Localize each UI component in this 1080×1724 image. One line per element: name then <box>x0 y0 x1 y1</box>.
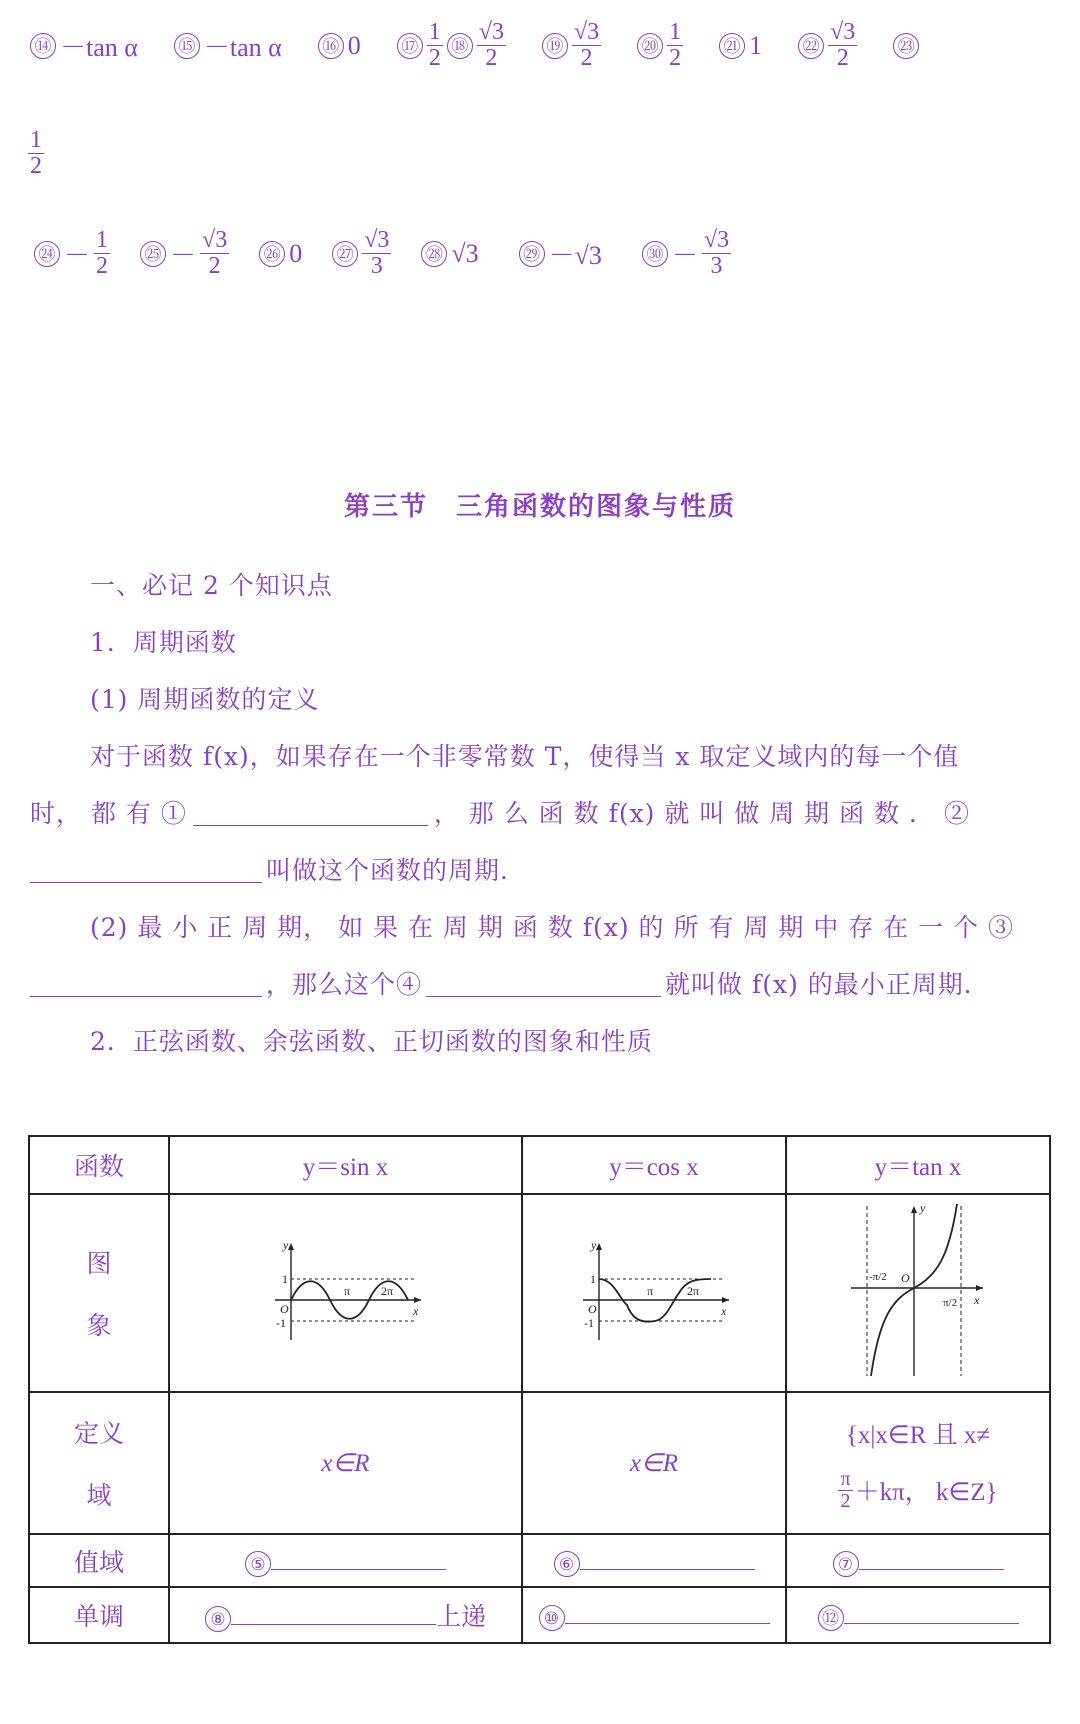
blank-number: ⑫ <box>818 1605 844 1631</box>
answer-fraction <box>702 228 731 279</box>
table-row-header <box>29 1136 1050 1194</box>
frac-num: π <box>840 1467 851 1490</box>
row-range-label: 值域 <box>29 1534 169 1587</box>
label-line: 域 <box>86 1481 112 1510</box>
tick-label-neg-one: -1 <box>584 1316 594 1330</box>
answer-25 <box>140 228 229 279</box>
frac-den: 2 <box>485 45 498 72</box>
answer-number: ㉑ <box>719 33 745 59</box>
answer-18 <box>447 20 506 71</box>
mono-sin <box>169 1587 522 1643</box>
header-cos: y＝cos x <box>522 1136 786 1194</box>
answer-row-2 <box>34 228 731 279</box>
blank-number: ⑩ <box>539 1605 565 1631</box>
frac-den: 2 <box>836 45 849 72</box>
answer-number: ㉓ <box>893 33 919 59</box>
axis-label-x: x <box>412 1304 418 1318</box>
domain-tan-line2: ＋kπ， k∈Z} <box>854 1479 998 1506</box>
definition-text-part: 叫做这个函数的周期． <box>266 856 527 885</box>
answer-row-1 <box>30 20 919 71</box>
answer-number: ⑲ <box>542 33 568 59</box>
min-period-text-line1: (2) 最 小 正 周 期， 如 果 在 周 期 函 数 f(x) 的 所 有 周 期 中 存 在 一 个 ③ <box>90 913 1014 942</box>
definition-text-part: ， 那 么 函 数 f(x) 就 叫 做 周 期 函 数 ． ② <box>433 799 970 828</box>
tan-graph <box>843 1200 993 1380</box>
definition-text-part: 时， 都 有 ① <box>30 799 187 828</box>
answer-sign: － <box>64 241 91 271</box>
domain-tan-line1: {x|x∈R 且 x≠ <box>845 1421 991 1449</box>
heading-trig-graphs: 2．正弦函数、余弦函数、正切函数的图象和性质 <box>90 1027 653 1056</box>
label-line: 图 <box>86 1249 112 1278</box>
answer-23 <box>893 33 919 59</box>
answer-fraction <box>667 20 683 71</box>
answer-number: ⑳ <box>637 33 663 59</box>
tick-label-two-pi: 2π <box>687 1284 700 1298</box>
tick-label-pi: π <box>343 1284 350 1298</box>
min-period-text-part: ，那么这个④ <box>266 970 423 999</box>
domain-tan <box>786 1392 1050 1534</box>
sin-graph <box>261 1235 431 1345</box>
answer-number: ㉘ <box>421 241 447 267</box>
cos-graph <box>569 1235 739 1345</box>
tick-label-neg-pi-over-2: -π/2 <box>869 1271 887 1283</box>
tick-label-pi: π <box>647 1284 654 1298</box>
tick-label-two-pi: 2π <box>380 1284 393 1298</box>
frac-num: 1 <box>30 127 42 153</box>
domain-cos: x∈R <box>522 1392 786 1534</box>
frac-num: √3 <box>478 19 504 45</box>
frac-num: 1 <box>428 19 441 45</box>
frac-num: 1 <box>96 227 109 253</box>
answer-value: 0 <box>289 238 303 268</box>
min-period-text-part: 就叫做 f(x) 的最小正周期． <box>665 970 990 999</box>
answer-number: ㉖ <box>259 241 285 267</box>
frac-num: √3 <box>364 227 390 253</box>
answer-28 <box>421 239 478 269</box>
axis-label-y: y <box>282 1238 288 1252</box>
blank-8[interactable] <box>231 1600 436 1625</box>
origin-label: O <box>279 1302 289 1316</box>
answer-sign: － <box>671 241 698 271</box>
range-cos <box>522 1534 786 1587</box>
answer-value: －√3 <box>548 241 602 271</box>
frac-den: 2 <box>208 253 221 280</box>
range-tan <box>786 1534 1050 1587</box>
axis-label-x: x <box>974 1293 980 1307</box>
mono-sin-suffix: 上递 <box>435 1602 486 1631</box>
frac-num: √3 <box>703 227 730 253</box>
answer-value: －tan α <box>60 33 138 63</box>
blank-number: ⑧ <box>205 1606 231 1632</box>
frac-num: 1 <box>669 19 682 45</box>
header-tan: y＝tan x <box>786 1136 1050 1194</box>
definition-text-line2 <box>30 794 1050 830</box>
header-sin: y＝sin x <box>169 1136 522 1194</box>
tick-label-pi-over-2: π/2 <box>943 1297 958 1309</box>
origin-label: O <box>901 1271 910 1285</box>
frac-den: 2 <box>580 45 593 72</box>
blank-number: ⑥ <box>554 1551 580 1577</box>
axis-label-y: y <box>591 1238 597 1252</box>
answer-number: ㉕ <box>140 241 166 267</box>
blank-5[interactable] <box>271 1545 446 1570</box>
frac-num: √3 <box>573 19 600 45</box>
answer-value: √3 <box>451 238 479 268</box>
tick-label-one: 1 <box>281 1272 288 1286</box>
answer-number: ⑯ <box>318 33 344 59</box>
answer-value: 1 <box>749 30 763 60</box>
answer-19 <box>542 20 601 71</box>
tan-graph-cell <box>786 1194 1050 1392</box>
answer-30 <box>642 228 731 279</box>
answer-22 <box>798 20 857 71</box>
blank-6[interactable] <box>580 1545 755 1570</box>
label-line: 象 <box>86 1311 112 1340</box>
tick-label-neg-one: -1 <box>275 1316 286 1330</box>
frac-den: 2 <box>840 1489 851 1512</box>
answer-fraction <box>828 20 857 71</box>
answer-number: ㉔ <box>34 241 60 267</box>
answer-26 <box>259 239 302 269</box>
answer-fraction <box>427 20 443 71</box>
answer-16 <box>318 31 361 61</box>
cos-graph-cell <box>522 1194 786 1392</box>
blank-7[interactable] <box>859 1545 1004 1570</box>
mono-cos <box>522 1587 786 1643</box>
blank-4[interactable] <box>426 970 661 997</box>
tick-label-one: 1 <box>590 1272 596 1286</box>
sin-graph-cell <box>169 1194 522 1392</box>
table-row-domain <box>29 1392 1050 1534</box>
frac-den: 2 <box>30 153 42 180</box>
definition-text-line3 <box>30 851 526 887</box>
blank-1[interactable] <box>193 799 428 826</box>
answer-20 <box>637 20 683 71</box>
axis-label-x: x <box>721 1304 727 1318</box>
domain-sin: x∈R <box>169 1392 522 1534</box>
mono-tan <box>786 1587 1050 1643</box>
answer-27 <box>332 228 391 279</box>
answer-23-value <box>28 128 44 179</box>
trig-properties-table <box>28 1135 1051 1644</box>
answer-number: ㉙ <box>519 241 545 267</box>
frac-den: 2 <box>428 45 441 72</box>
answer-value: 0 <box>347 30 361 60</box>
answer-fraction <box>477 20 506 71</box>
answer-fraction <box>200 228 229 279</box>
label-line: 定义 <box>73 1419 124 1448</box>
heading-key-points: 一、必记 2 个知识点 <box>90 571 333 600</box>
min-period-text-line2 <box>30 965 990 1001</box>
col-function-label: 函数 <box>29 1136 169 1194</box>
answer-sign: － <box>170 241 197 271</box>
blank-number: ⑤ <box>245 1551 271 1577</box>
answer-value: －tan α <box>203 33 282 63</box>
blank-2[interactable] <box>30 856 262 883</box>
definition-text-line1: 对于函数 f(x)，如果存在一个非零常数 T，使得当 x 取定义域内的每一个值 <box>90 742 960 771</box>
answer-number: ⑰ <box>397 33 423 59</box>
range-sin <box>169 1534 522 1587</box>
answer-17 <box>397 20 443 71</box>
domain-tan-fraction <box>838 1469 852 1512</box>
blank-3[interactable] <box>30 970 262 997</box>
frac-den: 3 <box>370 253 383 280</box>
axis-label-y: y <box>920 1201 926 1215</box>
section-title: 第三节 三角函数的图象与性质 <box>343 492 736 522</box>
answer-number: ⑭ <box>30 33 56 59</box>
answer-number: ㉗ <box>332 241 358 267</box>
answer-fraction <box>362 228 391 279</box>
frac-den: 3 <box>710 253 723 280</box>
answer-21 <box>719 31 762 61</box>
origin-label: O <box>588 1302 597 1316</box>
answer-fraction <box>572 20 601 71</box>
table-row-monotonic <box>29 1587 1050 1643</box>
frac-num: √3 <box>830 19 856 45</box>
answer-number: ㉒ <box>798 33 824 59</box>
answer-29 <box>519 235 602 272</box>
answer-number: ⑱ <box>447 33 473 59</box>
answer-15 <box>174 27 282 64</box>
answer-14 <box>30 27 138 64</box>
frac-den: 2 <box>669 45 682 72</box>
answer-number: ⑮ <box>174 33 200 59</box>
domain-tan-line2-wrap <box>787 1469 1049 1512</box>
row-graph-label <box>29 1194 169 1392</box>
blank-10[interactable] <box>565 1599 770 1624</box>
blank-number: ⑦ <box>833 1551 859 1577</box>
answer-fraction <box>94 228 110 279</box>
row-monotonic-label: 单调 <box>29 1587 169 1643</box>
frac-num: √3 <box>202 227 228 253</box>
answer-fraction <box>28 128 44 179</box>
heading-definition: (1) 周期函数的定义 <box>90 685 320 714</box>
answer-number: ㉚ <box>642 241 668 267</box>
frac-den: 2 <box>96 253 109 280</box>
table-row-range <box>29 1534 1050 1587</box>
row-domain-label <box>29 1392 169 1534</box>
answer-24 <box>34 228 110 279</box>
table-row-graph <box>29 1194 1050 1392</box>
heading-periodic-function: 1．周期函数 <box>90 628 237 657</box>
blank-12[interactable] <box>844 1599 1019 1624</box>
